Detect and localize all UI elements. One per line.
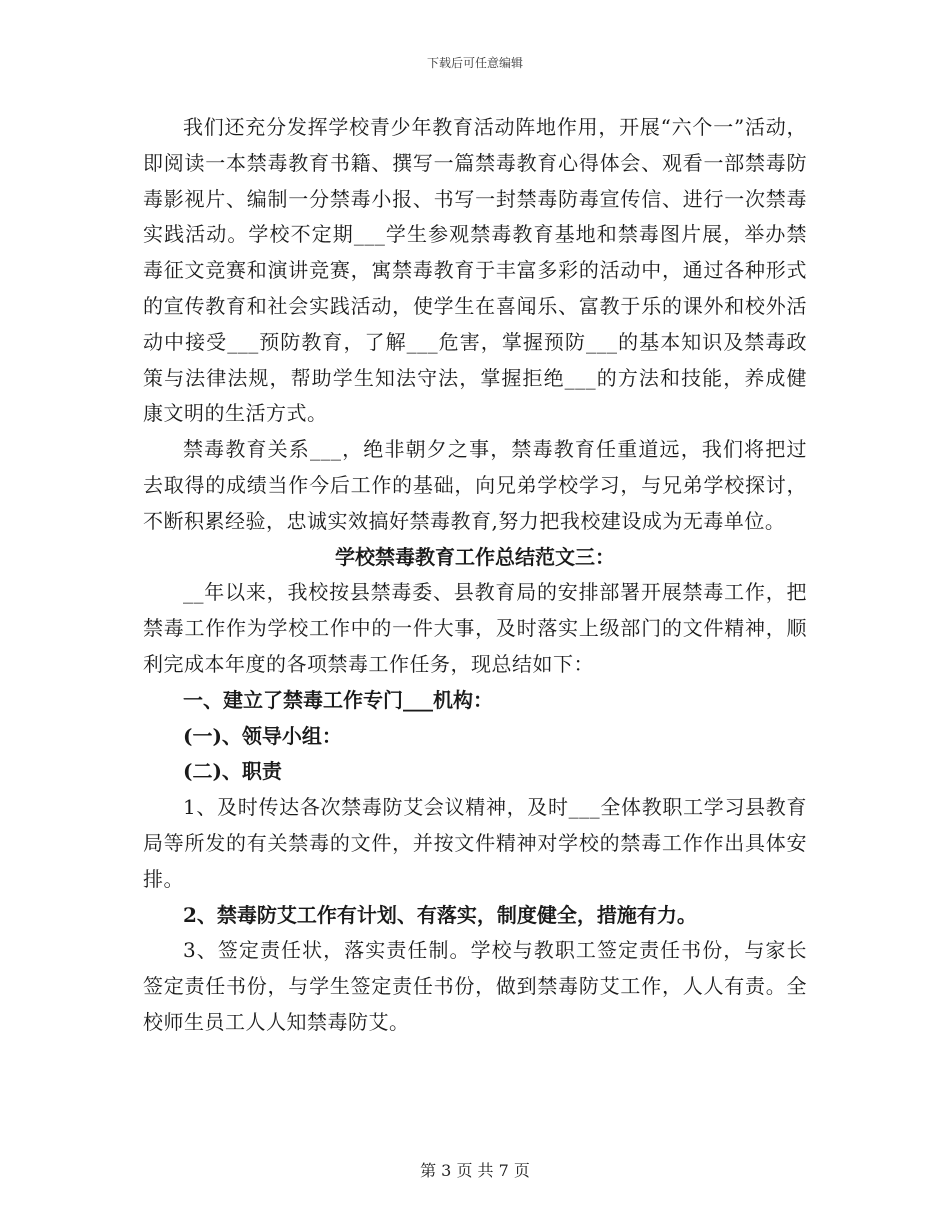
paragraph-duty-1: 1、及时传达各次禁毒防艾会议精神，及时___全体教职工学习县教育局等所发的有关禁毒的文件，并按文件精神对学校的禁毒工作作出具体安排。 [143,795,807,891]
heading-leadership: (一)、领导小组： [183,723,342,748]
page-number: 第 3 页 共 7 页 [420,1161,530,1180]
heading-duty-2: 2、禁毒防艾工作有计划、有落实，制度健全，措施有力。 [183,902,697,927]
header-note: 下载后可任意编辑 [426,56,523,70]
section-title: 学校禁毒教育工作总结范文三： [335,544,615,569]
paragraph-intro: __年以来，我校按县禁毒委、县教育局的安排部署开展禁毒工作，把禁毒工作作为学校工作中的一件大事，及时落实上级部门的文件精神，顺利完成本年度的各项禁毒工作任务，现总结如下： [143,580,807,676]
paragraph-conclusion: 禁毒教育关系___，绝非朝夕之事，禁毒教育任重道远，我们将把过去取得的成绩当作今后工作的基础，向兄弟学校学习，与兄弟学校探讨，不断积累经验，忠诚实效搞好禁毒教育,努力把我校建设成为无毒单位。 [143,437,807,533]
heading-organization: 一、建立了禁毒工作专门___机构： [183,687,493,712]
document-body [143,110,807,1041]
heading-duties: (二)、职责 [183,759,282,784]
paragraph-duty-3: 3、签定责任状，落实责任制。学校与教职工签定责任书份，与家长签定责任书份，与学生签定责任书份，做到禁毒防艾工作，人人有责。全校师生员工人人知禁毒防艾。 [143,938,807,1034]
paragraph-activities: 我们还充分发挥学校青少年教育活动阵地作用，开展“六个一”活动，即阅读一本禁毒教育书籍、撰写一篇禁毒教育心得体会、观看一部禁毒防毒影视片、编制一分禁毒小报、书写一封禁毒防毒宣传信、进行一次禁毒实践活动。学校不定期___学生参观禁毒教育基地和禁毒图片展，举办禁毒征文竞赛和演讲竞赛，寓禁毒教育于丰富多彩的活动中，通过各种形式的宣传教育和社会实践活动，使学生在喜闻乐、富教于乐的课外和校外活动中接受___预防教育，了解___危害，掌握预防___的基本知识及禁毒政策与法律法规，帮助学生知法守法，掌握拒绝___的方法和技能，养成健康文明的生活方式。 [143,115,807,426]
